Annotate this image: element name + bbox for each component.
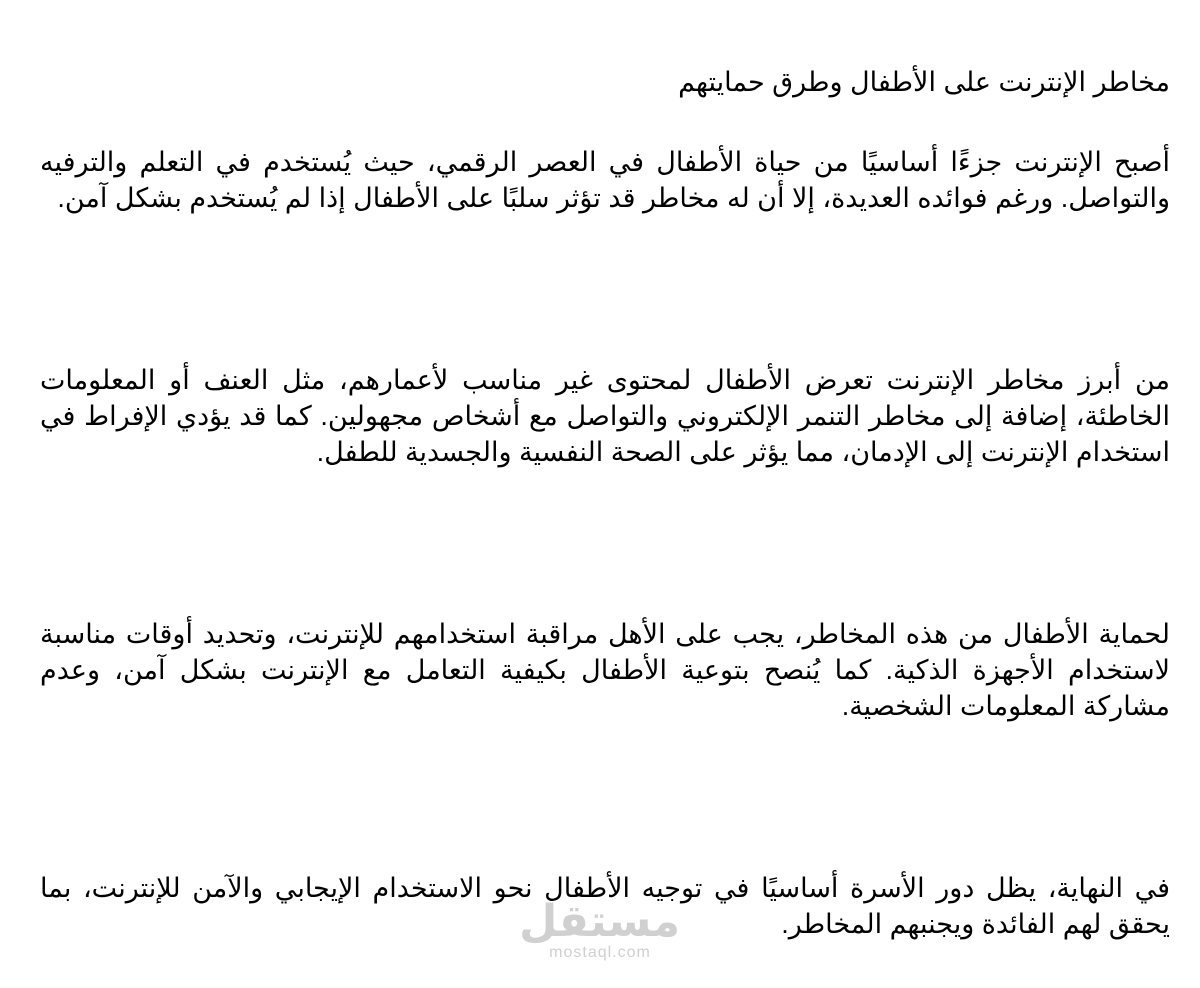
document-title: مخاطر الإنترنت على الأطفال وطرق حمايتهم [678, 67, 1170, 97]
paragraph-introduction: أصبح الإنترنت جزءًا أساسيًا من حياة الأطفال في العصر الرقمي، حيث يُستخدم في التعلم والترفيه والتواصل. ورغم فوائده العديدة، إلا أن له مخاطر قد تؤثر سلبًا على الأطفال إذا لم يُستخدم بشكل آمن. [40, 147, 1170, 213]
watermark-latin-text: mostaql.com [549, 944, 651, 961]
watermark-arabic-text: مستقل [519, 897, 680, 946]
paragraph-protection: لحماية الأطفال من هذه المخاطر، يجب على الأهل مراقبة استخدامهم للإنترنت، وتحديد أوقات مناسبة لاستخدام الأجهزة الذكية. كما يُنصح بتوعية الأطفال بكيفية التعامل مع الإنترنت بشكل آمن، وعدم مشاركة المعلومات الشخصية. [40, 619, 1170, 721]
paragraph-risks: من أبرز مخاطر الإنترنت تعرض الأطفال لمحتوى غير مناسب لأعمارهم، مثل العنف أو المعلومات الخاطئة، إضافة إلى مخاطر التنمر الإلكتروني والتواصل مع أشخاص مجهولين. كما قد يؤدي الإفراط في استخدام الإنترنت إلى الإدمان، مما يؤثر على الصحة النفسية والجسدية للطفل. [40, 365, 1170, 467]
paragraph-conclusion: في النهاية، يظل دور الأسرة أساسيًا في توجيه الأطفال نحو الاستخدام الإيجابي والآمن للإنترنت، بما يحقق لهم الفائدة ويجنبهم المخاطر. [40, 873, 1170, 939]
